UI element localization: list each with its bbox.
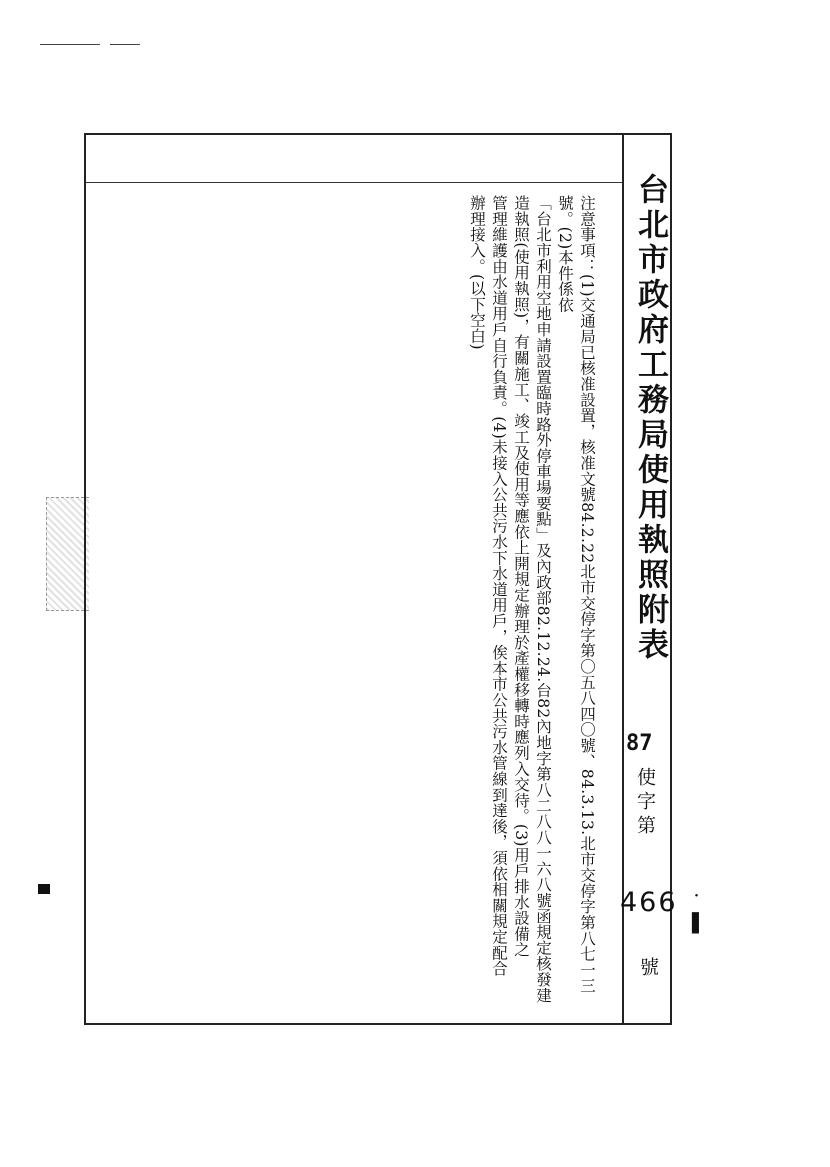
notes-line-5: 辦理接入。(以下空白) xyxy=(468,195,486,350)
notes-line-4: 管理維護由水道用戶自行負責。(4)未接入公共污水下水道用戶，俟本市公共污水管線到達後，須依相關規定配合 xyxy=(490,195,508,977)
document-frame xyxy=(84,133,706,1025)
permit-number-mark: ˙ ▌ xyxy=(692,892,706,934)
notes-heading: 注意事項： xyxy=(578,195,596,274)
scan-speck xyxy=(110,44,140,45)
margin-mark xyxy=(38,884,50,894)
notes-text: (1)交通局已核准設置，核准文號84.2.22北市交停字第〇五八四〇號、84.3.13.北市交停字第八七一三號。(2)本件係依 xyxy=(556,195,596,994)
permit-year: 87 xyxy=(626,731,653,756)
notes-line-2: 「台北市利用空地申請設置臨時路外停車場要點」及內政部82.12.24.台82內地字第八二八八一六八號函規定核發建 xyxy=(534,195,552,1003)
permit-suffix: 號 xyxy=(637,957,659,976)
permit-label: 使字第 xyxy=(634,767,656,839)
notes-block xyxy=(466,195,598,1015)
header-rule xyxy=(86,182,624,183)
notes-line-3: 造執照(使用執照)，有關施工、竣工及使用等應依上開規定辦理於產權移轉時應列入交待。(3)用戶排水設備之 xyxy=(512,195,530,958)
scan-speck xyxy=(40,44,100,45)
document-title: 台北市政府工務局使用執照附表 xyxy=(632,173,668,663)
faded-seal-stamp xyxy=(46,497,89,611)
permit-number: 466 xyxy=(620,887,678,918)
notes-line-1 xyxy=(554,195,598,1015)
